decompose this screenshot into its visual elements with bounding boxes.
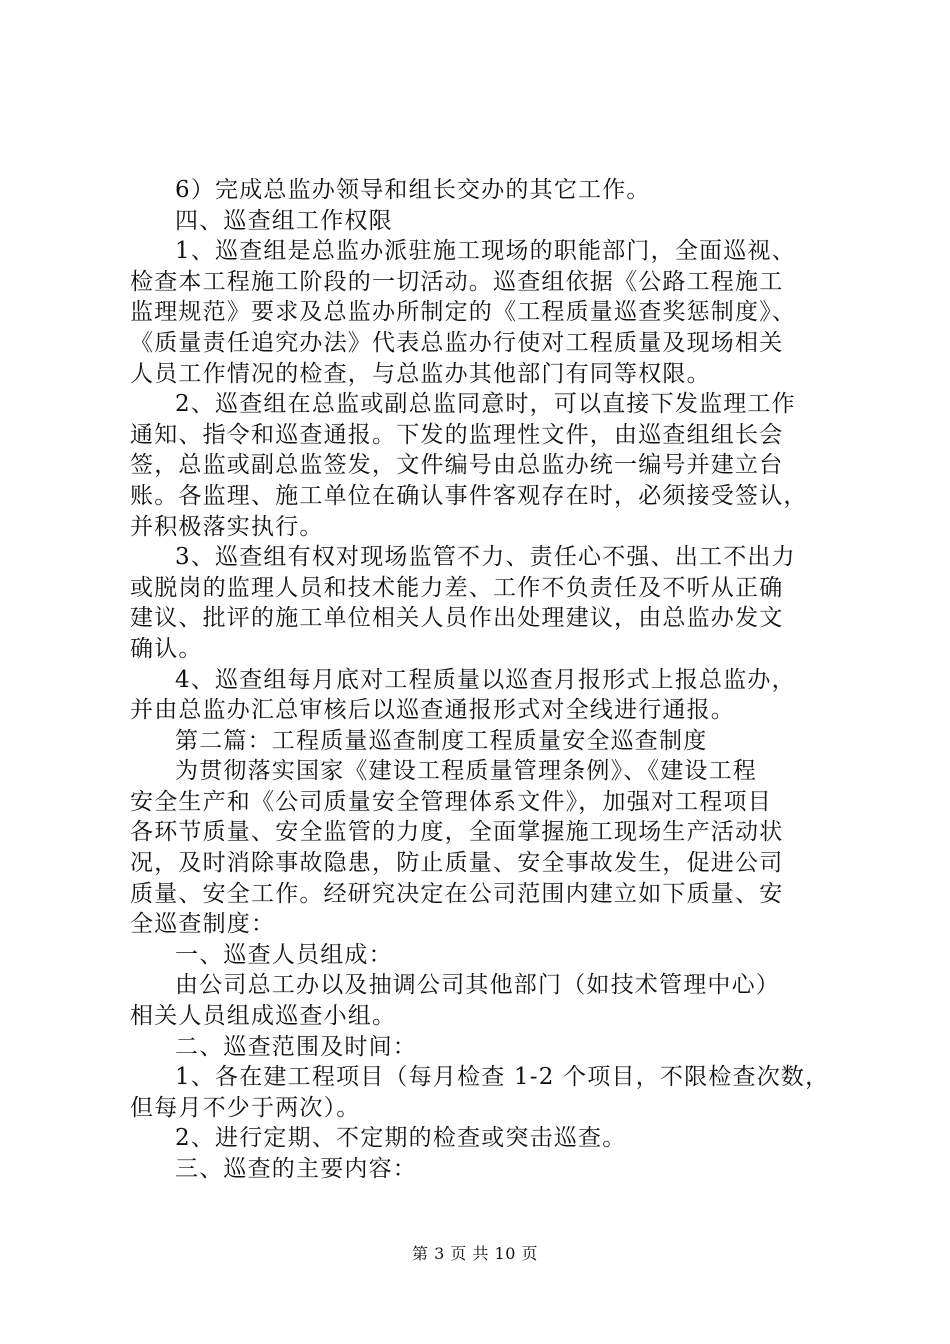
text-line: 6）完成总监办领导和组长交办的其它工作。 <box>175 177 651 203</box>
text-line: 况，及时消除事故隐患，防止质量、安全事故发生，促进公司 <box>130 850 784 877</box>
text-line: 确认。 <box>130 635 203 662</box>
text-line: 建议、批评的施工单位相关人员作出处理建议，由总监办发文 <box>130 605 784 632</box>
text-line: 二、巡查范围及时间： <box>175 1033 417 1060</box>
text-line: 各环节质量、安全监管的力度，全面掌握施工现场生产活动状 <box>130 819 784 846</box>
text-line: 检查本工程施工阶段的一切活动。巡查组依据《公路工程施工 <box>130 268 784 295</box>
document-body <box>130 175 830 1185</box>
text-line: 并积极落实执行。 <box>130 513 324 540</box>
text-line: 通知、指令和巡查通报。下发的监理性文件，由巡查组组长会 <box>130 421 784 448</box>
text-line: 三、巡查的主要内容： <box>175 1156 417 1182</box>
text-line: 安全生产和《公司质量安全管理体系文件》，加强对工程项目 <box>130 788 772 815</box>
text-line: 四、巡查组工作权限 <box>175 207 393 234</box>
text-line: 人员工作情况的检查，与总监办其他部门有同等权限。 <box>130 360 711 387</box>
text-line: 签，总监或副总监签发，文件编号由总监办统一编号并建立台 <box>130 452 784 479</box>
text-line: 但每月不少于两次）。 <box>130 1094 361 1121</box>
text-line: 2、巡查组在总监或副总监同意时，可以直接下发监理工作 <box>175 391 796 418</box>
text-line: 1、巡查组是总监办派驻施工现场的职能部门，全面巡视、 <box>175 238 796 265</box>
text-line: 3、巡查组有权对现场监管不力、责任心不强、出工不出力 <box>175 544 796 571</box>
text-line: 2、进行定期、不定期的检查或突击巡查。 <box>175 1125 627 1152</box>
text-line: 账。各监理、施工单位在确认事件客观存在时，必须接受签认， <box>130 482 808 509</box>
text-line: 第二篇：工程质量巡查制度工程质量安全巡查制度 <box>175 727 708 754</box>
text-line: 相关人员组成巡查小组。 <box>130 1003 397 1030</box>
text-line: 或脱岗的监理人员和技术能力差、工作不负责任及不听从正确 <box>130 574 784 601</box>
text-line: 为贯彻落实国家《建设工程质量管理条例》、《建设工程 <box>175 758 757 785</box>
text-line: 1、各在建工程项目（每月检查 1-2 个项目，不限检查次数， <box>175 1064 830 1091</box>
text-line: 4、巡查组每月底对工程质量以巡查月报形式上报总监办， <box>175 666 796 693</box>
text-line: 监理规范》要求及总监办所制定的《工程质量巡查奖惩制度》、 <box>130 299 797 326</box>
text-line: 《质量责任追究办法》代表总监办行使对工程质量及现场相关 <box>130 329 784 356</box>
text-line: 全巡查制度： <box>130 911 276 938</box>
page-footer: 第 3 页 共 10 页 <box>412 1244 538 1263</box>
text-line: 并由总监办汇总审核后以巡查通报形式对全线进行通报。 <box>130 697 735 724</box>
text-line: 一、巡查人员组成： <box>175 941 393 968</box>
text-line: 质量、安全工作。经研究决定在公司范围内建立如下质量、安 <box>130 880 784 907</box>
text-line: 由公司总工办以及抽调公司其他部门（如技术管理中心） <box>175 972 780 999</box>
